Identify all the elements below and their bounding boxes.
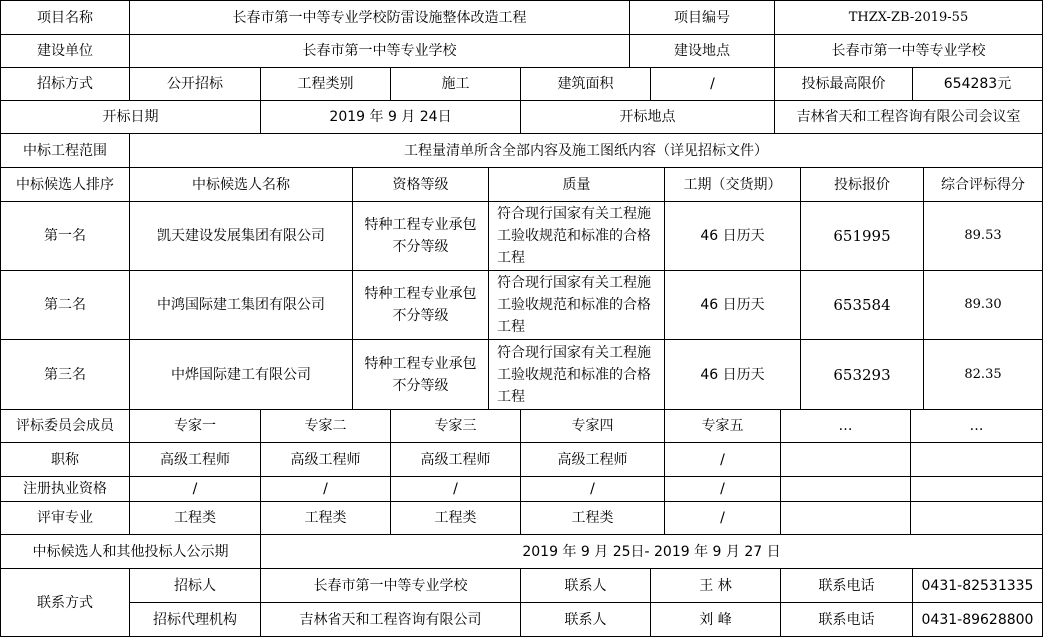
scope: 工程量清单所含全部内容及施工图纸内容（详见招标文件） — [129, 133, 1043, 168]
candidate-quality: 符合现行国家有关工程施工验收规范和标准的合格工程 — [488, 201, 665, 271]
committee-reg-label: 注册执业资格 — [0, 476, 130, 502]
candidate-score: 82.35 — [923, 339, 1043, 410]
committee-title: 高级工程师 — [260, 442, 391, 477]
candidate-rank: 第三名 — [0, 339, 130, 410]
committee-major: 工程类 — [520, 501, 665, 535]
tenderer-label: 招标人 — [129, 568, 261, 603]
committee-title: 高级工程师 — [520, 442, 665, 477]
committee-title: / — [664, 442, 781, 477]
committee-reg: / — [129, 476, 261, 502]
publicity-label: 中标候选人和其他投标人公示期 — [0, 534, 261, 569]
committee-major: 工程类 — [129, 501, 261, 535]
agency-label: 招标代理机构 — [129, 602, 261, 637]
contact-person-label: 联系人 — [520, 568, 651, 603]
candidate-price: 653293 — [800, 339, 924, 410]
candidate-name: 中鸿国际建工集团有限公司 — [129, 270, 353, 340]
empty-cell — [780, 476, 911, 502]
col-header-score: 综合评标得分 — [923, 167, 1043, 202]
contact-person: 刘 峰 — [650, 602, 781, 637]
candidate-period: 46 日历天 — [664, 270, 801, 340]
candidate-name: 中烨国际建工有限公司 — [129, 339, 353, 410]
col-header-price: 投标报价 — [800, 167, 924, 202]
col-header-period: 工期（交货期） — [664, 167, 801, 202]
scope-label: 中标工程范围 — [0, 133, 130, 168]
project-no: THZX-ZB-2019-55 — [774, 0, 1043, 35]
empty-cell — [910, 476, 1043, 502]
committee-reg: / — [390, 476, 521, 502]
category: 施工 — [390, 67, 521, 101]
empty-cell — [910, 442, 1043, 477]
candidate-score: 89.53 — [923, 201, 1043, 271]
candidate-score: 89.30 — [923, 270, 1043, 340]
open-place: 吉林省天和工程咨询有限公司会议室 — [774, 100, 1043, 134]
candidate-rank: 第二名 — [0, 270, 130, 340]
project-name: 长春市第一中等专业学校防雷设施整体改造工程 — [129, 0, 630, 35]
contact-phone-label: 联系电话 — [780, 602, 913, 637]
candidate-quality: 符合现行国家有关工程施工验收规范和标准的合格工程 — [488, 339, 665, 410]
contact-person: 王 林 — [650, 568, 781, 603]
committee-major: 工程类 — [390, 501, 521, 535]
candidate-qualification: 特种工程专业承包不分等级 — [352, 339, 489, 410]
project-name-label: 项目名称 — [0, 0, 130, 35]
committee-title-label: 职称 — [0, 442, 130, 477]
committee-member: 专家二 — [260, 409, 391, 443]
project-no-label: 项目编号 — [629, 0, 775, 35]
contact-label: 联系方式 — [0, 568, 130, 637]
col-header-qualification: 资格等级 — [352, 167, 489, 202]
agency: 吉林省天和工程咨询有限公司 — [260, 602, 521, 637]
committee-reg: / — [664, 476, 781, 502]
committee-major: / — [664, 501, 781, 535]
bid-method-label: 招标方式 — [0, 67, 130, 101]
col-header-rank: 中标候选人排序 — [0, 167, 130, 202]
committee-member: 专家一 — [129, 409, 261, 443]
area: / — [650, 67, 775, 101]
location: 长春市第一中等专业学校 — [774, 34, 1043, 68]
committee-member: 专家四 — [520, 409, 665, 443]
open-date: 2019 年 9 月 24日 — [260, 100, 521, 134]
col-header-name: 中标候选人名称 — [129, 167, 353, 202]
open-place-label: 开标地点 — [520, 100, 775, 134]
empty-cell — [780, 501, 911, 535]
category-label: 工程类别 — [260, 67, 391, 101]
max-price: 654283元 — [912, 67, 1043, 101]
committee-title: 高级工程师 — [390, 442, 521, 477]
contact-person-label: 联系人 — [520, 602, 651, 637]
committee-reg: / — [520, 476, 665, 502]
candidate-period: 46 日历天 — [664, 339, 801, 410]
committee-member: 专家五 — [664, 409, 781, 443]
max-price-label: 投标最高限价 — [774, 67, 913, 101]
committee-member: … — [910, 409, 1043, 443]
committee-member: 专家三 — [390, 409, 521, 443]
publicity-period: 2019 年 9 月 25日- 2019 年 9 月 27 日 — [260, 534, 1043, 569]
owner: 长春市第一中等专业学校 — [129, 34, 630, 68]
empty-cell — [780, 442, 911, 477]
tenderer: 长春市第一中等专业学校 — [260, 568, 521, 603]
candidate-qualification: 特种工程专业承包不分等级 — [352, 201, 489, 271]
owner-label: 建设单位 — [0, 34, 130, 68]
open-date-label: 开标日期 — [0, 100, 261, 134]
committee-title: 高级工程师 — [129, 442, 261, 477]
committee-member: … — [780, 409, 911, 443]
committee-major-label: 评审专业 — [0, 501, 130, 535]
candidate-rank: 第一名 — [0, 201, 130, 271]
location-label: 建设地点 — [629, 34, 775, 68]
candidate-qualification: 特种工程专业承包不分等级 — [352, 270, 489, 340]
contact-phone: 0431-89628800 — [912, 602, 1043, 637]
empty-cell — [910, 501, 1043, 535]
contact-phone-label: 联系电话 — [780, 568, 913, 603]
area-label: 建筑面积 — [520, 67, 651, 101]
contact-phone: 0431-82531335 — [912, 568, 1043, 603]
bid-method: 公开招标 — [129, 67, 261, 101]
candidate-price: 653584 — [800, 270, 924, 340]
committee-reg: / — [260, 476, 391, 502]
candidate-name: 凯天建设发展集团有限公司 — [129, 201, 353, 271]
candidate-price: 651995 — [800, 201, 924, 271]
candidate-quality: 符合现行国家有关工程施工验收规范和标准的合格工程 — [488, 270, 665, 340]
col-header-quality: 质量 — [488, 167, 665, 202]
committee-members-label: 评标委员会成员 — [0, 409, 130, 443]
candidate-period: 46 日历天 — [664, 201, 801, 271]
committee-major: 工程类 — [260, 501, 391, 535]
